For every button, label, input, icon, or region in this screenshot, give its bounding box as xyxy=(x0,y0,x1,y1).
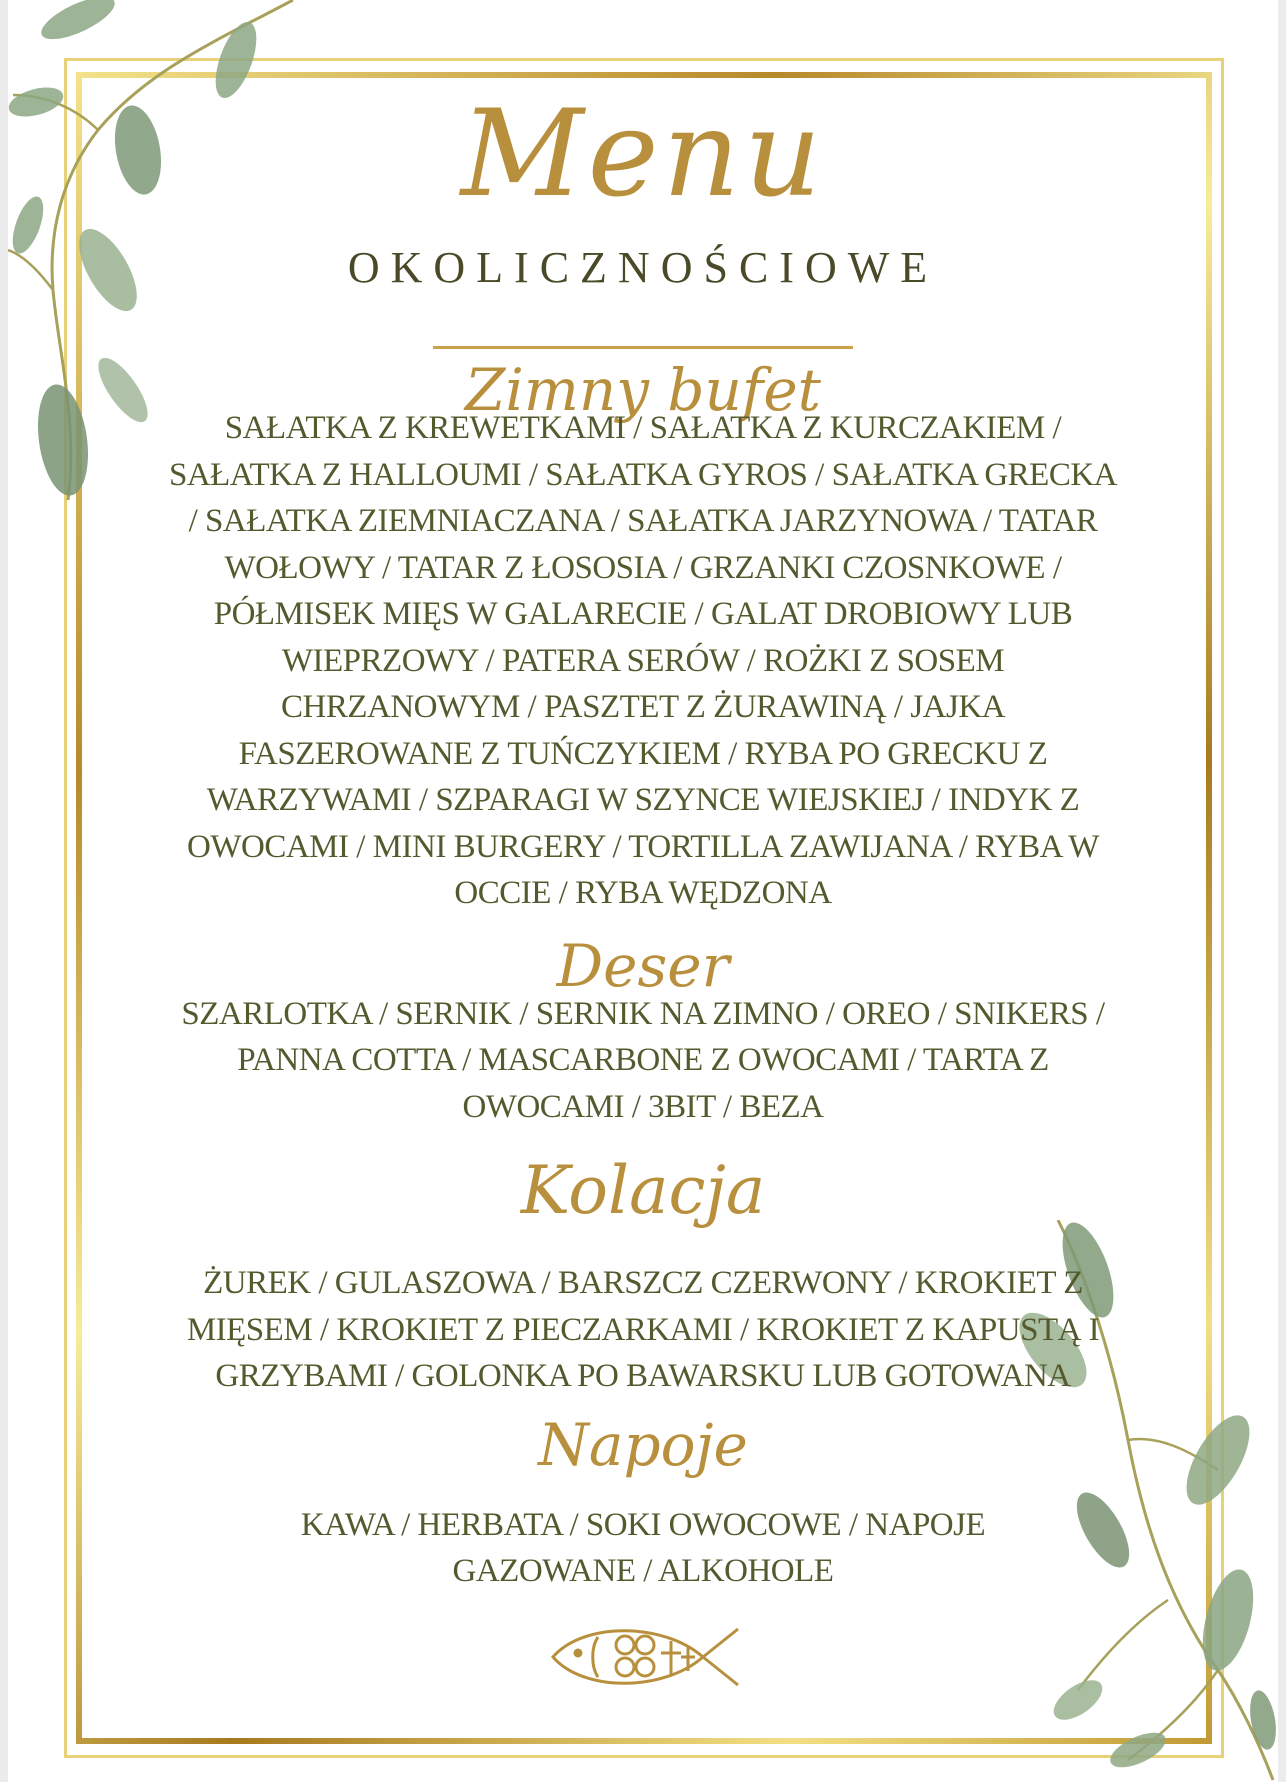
section-heading: Deser xyxy=(556,931,730,1000)
section-items: ŻUREK / GULASZOWA / BARSZCZ CZERWONY / KROKIET Z MIĘSEM / KROKIET Z PIECZARKAMI / KROKIET Z KAPUSTĄ I GRZYBAMI / GOLONKA PO BAWARSKU LUB GOTOWANA xyxy=(186,1265,1100,1394)
menu-title: Menu xyxy=(460,85,826,224)
section-kolacja xyxy=(128,1148,1158,1400)
title-divider xyxy=(433,346,853,349)
section-heading: Napoje xyxy=(538,1410,748,1479)
section-deser xyxy=(128,931,1158,1131)
section-items: KAWA / HERBATA / SOKI OWOCOWE / NAPOJE GAZOWANE / ALKOHOLE xyxy=(300,1506,986,1589)
section-heading: Kolacja xyxy=(520,1152,766,1229)
section-zimny-bufet xyxy=(128,355,1158,917)
section-napoje xyxy=(128,1410,1158,1595)
menu-content xyxy=(128,80,1158,1697)
section-items: SAŁATKA Z KREWETKAMI / SAŁATKA Z KURCZAKIEM / SAŁATKA Z HALLOUMI / SAŁATKA GYROS / SAŁATKA GRECKA / SAŁATKA ZIEMNIACZANA / SAŁATKA JARZYNOWA / TATAR WOŁOWY / TATAR Z ŁOSOSIA / GRZANKI CZOSNKOWE / PÓŁMISEK MIĘS W GALARECIE / GALAT DROBIOWY LUB WIEPRZOWY / PATERA SERÓW / ROŻKI Z SOSEM CHRZANOWYM / PASZTET Z ŻURAWINĄ / JAJKA FASZEROWANE Z TUŃCZYKIEM / RYBA PO GRECKU Z WARZYWAMI / SZPARAGI W SZYNCE WIEJSKIEJ / INDYK Z OWOCAMI / MINI BURGERY / TORTILLA ZAWIJANA / RYBA W OCCIE / RYBA WĘDZONA xyxy=(168,410,1118,911)
section-heading: Zimny bufet xyxy=(465,356,821,424)
fish-icon xyxy=(543,1617,743,1697)
menu-page xyxy=(8,0,1278,1782)
menu-subtitle: OKOLICZNOŚCIOWE xyxy=(347,243,939,292)
section-items: SZARLOTKA / SERNIK / SERNIK NA ZIMNO / OREO / SNIKERS / PANNA COTTA / MASCARBONE Z OWOCAMI / TARTA Z OWOCAMI / 3BIT / BEZA xyxy=(181,995,1105,1125)
